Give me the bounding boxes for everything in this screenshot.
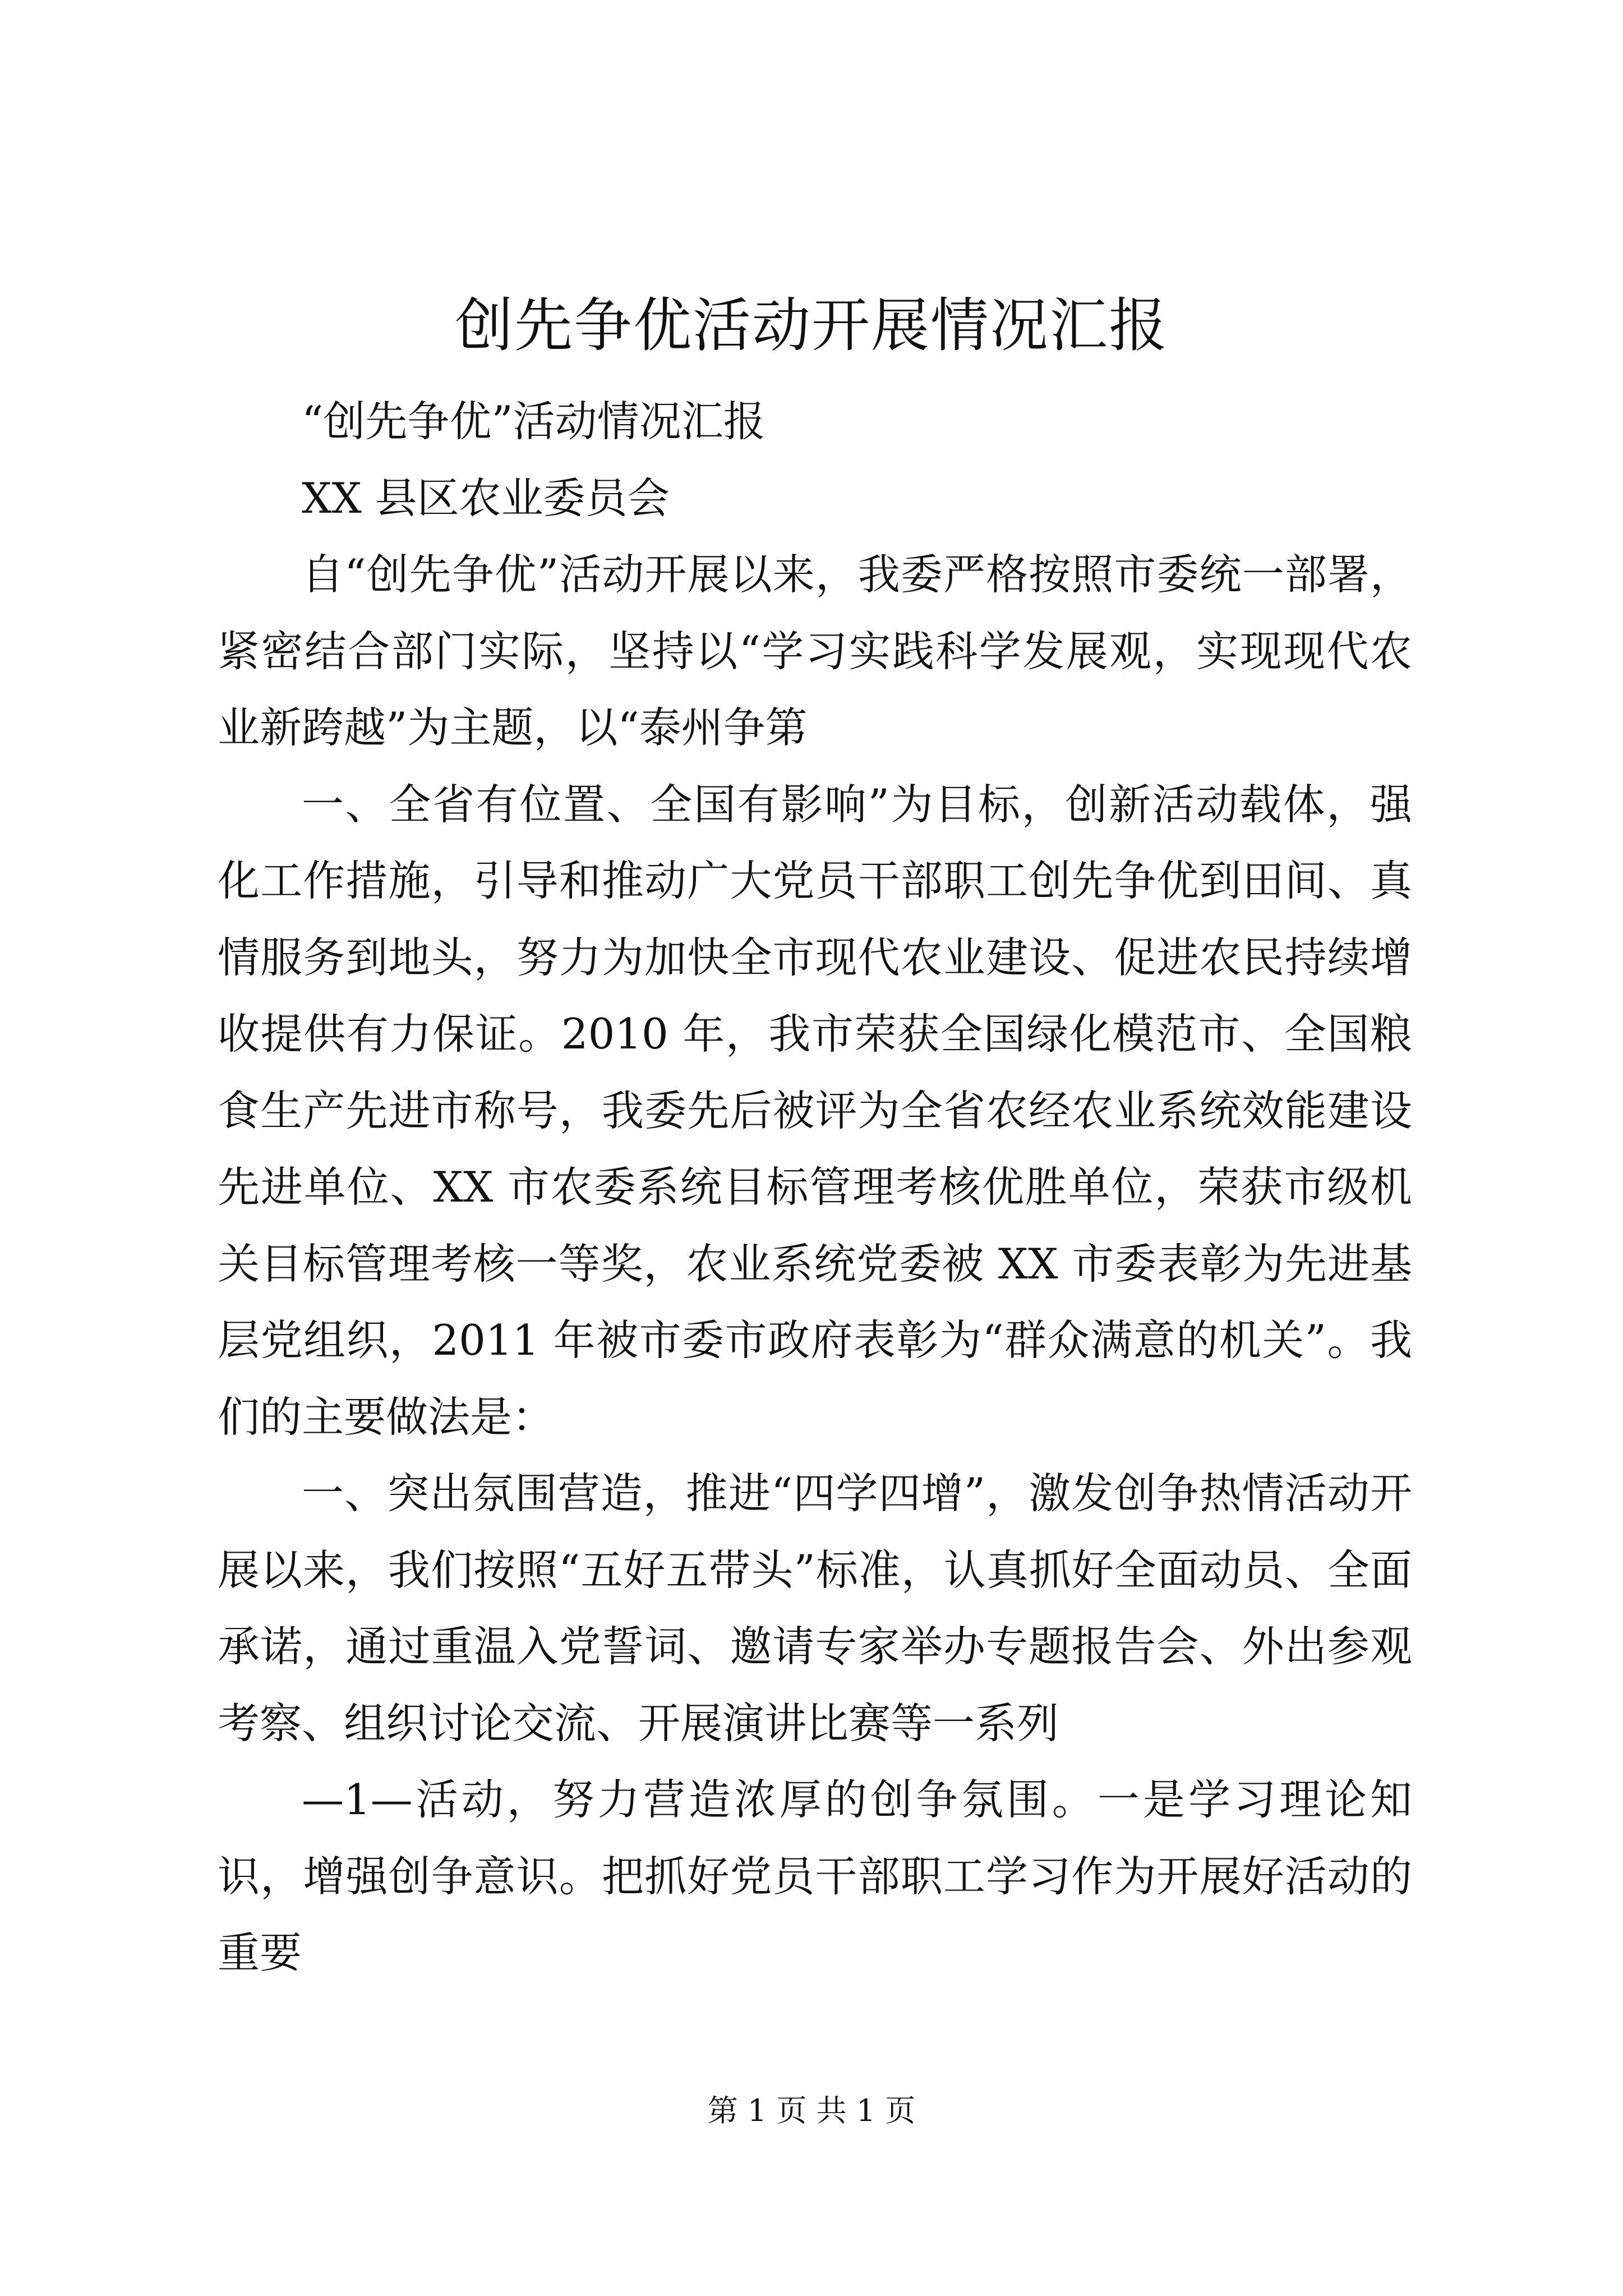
organization-paragraph: XX 县区农业委员会	[302, 473, 670, 523]
body-paragraph: 一、全省有位置、全国有影响”为目标，创新活动载体，强化工作措施，引导和推动广大党员干部职工创先争优到田间、真情服务到地头，努力为加快全市现代农业建设、促进农民持续增收提供有力保证。2010 年，我市荣获全国绿化模范市、全国粮食生产先进市称号，我委先后被评为全省农经农业系统效能建设先进单位、XX 市农委系统目标管理考核优胜单位，荣获市级机关目标管理考核一等奖，农业系统党委被 XX 市委表彰为先进基层党组织，2011 年被市委市政府表彰为“群众满意的机关”。我们的主要做法是：	[218, 779, 1412, 1442]
body-paragraph: 自“创先争优”活动开展以来，我委严格按照市委统一部署，紧密结合部门实际，坚持以“学习实践科学发展观，实现现代农业新跨越”为主题，以“泰州争第	[218, 550, 1412, 752]
subtitle-paragraph: “创先争优”活动情况汇报	[302, 397, 766, 446]
body-paragraph: 一、突出氛围营造，推进“四学四增”，激发创争热情活动开展以来，我们按照“五好五带头”标准，认真抓好全面动员、全面承诺，通过重温入党誓词、邀请专家举办专题报告会、外出参观考察、组织讨论交流、开展演讲比赛等一系列	[218, 1469, 1412, 1748]
page-footer: 第 1 页 共 1 页	[707, 2093, 916, 2128]
document-body	[218, 383, 1412, 1991]
body-paragraph: —1—活动，努力营造浓厚的创争氛围。一是学习理论知识，增强创争意识。把抓好党员干部职工学习作为开展好活动的重要	[218, 1775, 1412, 1977]
document-title: 创先争优活动开展情况汇报	[454, 291, 1168, 360]
